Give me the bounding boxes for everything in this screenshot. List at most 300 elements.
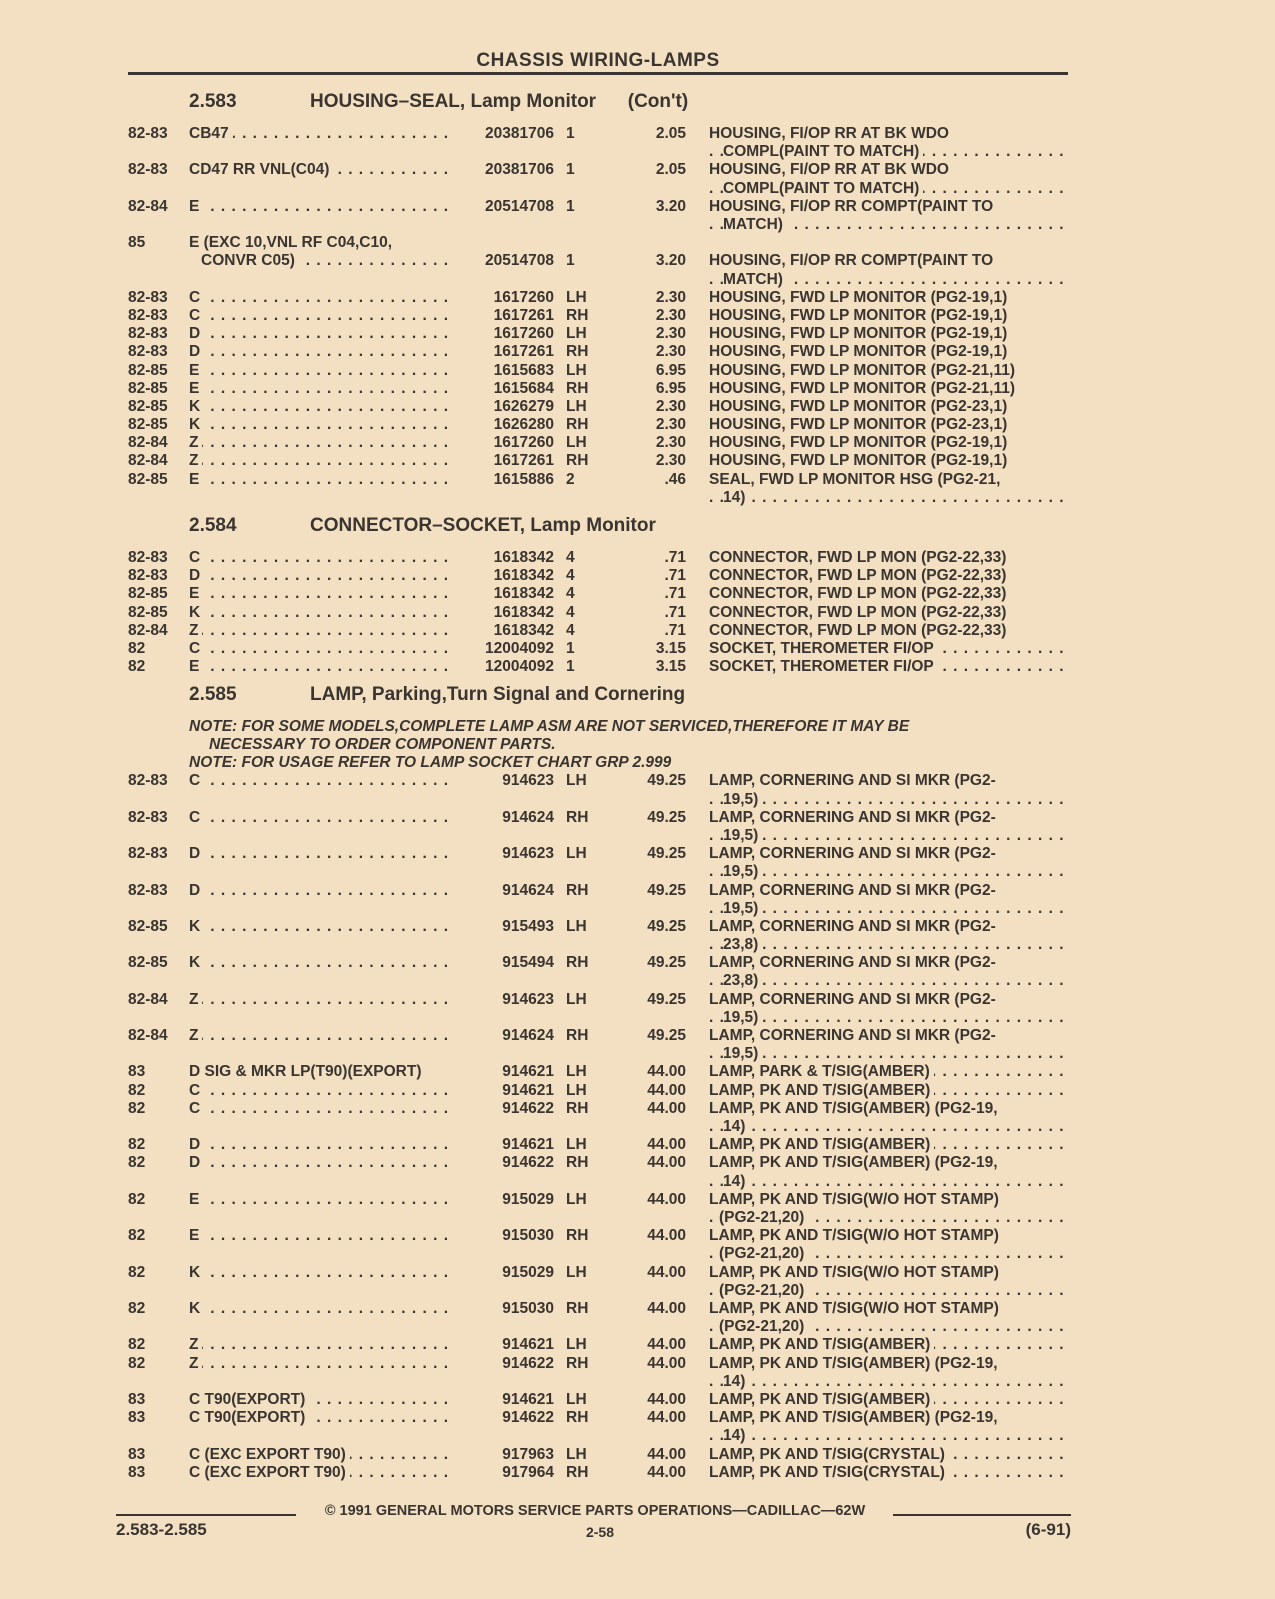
parts-row: [0, 772, 1250, 808]
parts-row: [0, 882, 1250, 918]
price: 2.30: [655, 434, 686, 452]
parts-row: [0, 918, 1250, 954]
part-number: 914623: [502, 845, 554, 863]
part-number: 1618342: [493, 585, 554, 603]
model-text: Z: [189, 1027, 202, 1044]
description-text: LAMP, CORNERING AND SI MKR (PG2-: [709, 845, 1000, 862]
parts-row: [0, 471, 1250, 507]
model-text: E: [189, 1191, 203, 1208]
year-range: 82-85: [128, 397, 168, 415]
parts-row: [0, 1264, 1250, 1300]
model-code: [189, 234, 455, 252]
year-range: 82-83: [128, 343, 168, 361]
part-number: 915030: [502, 1227, 554, 1245]
year-range: 82-83: [128, 125, 168, 142]
model-text: K: [189, 398, 204, 415]
year-range: 82: [128, 1136, 146, 1154]
description-line: [709, 1464, 1069, 1482]
description-text: CONNECTOR, FWD LP MON (PG2-22,33): [709, 604, 1010, 621]
model-text: D: [189, 567, 204, 584]
quantity: 4: [566, 621, 575, 639]
price: 3.20: [655, 197, 686, 215]
description-text: HOUSING, FI/OP RR COMPT(PAINT TO: [709, 252, 997, 269]
description-text: LAMP, CORNERING AND SI MKR (PG2-: [709, 772, 1000, 789]
section-heading: [0, 89, 1250, 125]
parts-row: [0, 1464, 1250, 1482]
description-line-continued: [709, 1173, 1069, 1191]
quantity: RH: [566, 1154, 589, 1172]
part-number: 914621: [502, 1390, 554, 1408]
parts-row: [0, 198, 1250, 234]
description: [709, 1409, 1069, 1445]
description-line: [709, 325, 1069, 343]
price: .71: [664, 621, 686, 639]
description-text: HOUSING, FI/OP RR COMPT(PAINT TO: [709, 198, 997, 215]
model-code: [189, 658, 455, 676]
parts-row: [0, 567, 1250, 585]
section-heading: [0, 682, 1250, 718]
price: 44.00: [647, 1099, 686, 1117]
description: [709, 640, 1069, 658]
price: 3.20: [655, 252, 686, 270]
year-range: 82: [128, 1190, 146, 1208]
model-text: Z: [189, 452, 202, 469]
year-range: 82-85: [128, 416, 168, 434]
description-text-continued: (PG2-21,20): [719, 1209, 808, 1226]
description-text-continued: COMPL(PAINT TO MATCH): [723, 143, 923, 160]
description-text: LAMP, PK AND T/SIG(AMBER) (PG2-19,: [709, 1154, 1002, 1171]
model-code: [189, 809, 455, 827]
year-range: 82: [128, 1099, 146, 1117]
model-text: C: [189, 289, 204, 306]
quantity: LH: [566, 1445, 587, 1463]
model-code: [189, 1446, 455, 1464]
model-code: [189, 452, 455, 470]
model-code: [189, 1464, 455, 1482]
part-number: 1615684: [493, 379, 554, 397]
description-text: LAMP, CORNERING AND SI MKR (PG2-: [709, 882, 1000, 899]
description: [709, 845, 1069, 881]
description-text: LAMP, CORNERING AND SI MKR (PG2-: [709, 991, 1000, 1008]
year-range: 83: [128, 1390, 146, 1408]
description-text: LAMP, PK AND T/SIG(AMBER) (PG2-19,: [709, 1100, 1002, 1117]
part-number: 1618342: [493, 549, 554, 567]
description-line: [709, 434, 1069, 452]
section-note: NECESSARY TO ORDER COMPONENT PARTS.: [209, 736, 556, 754]
model-code: [189, 125, 455, 143]
parts-row: [0, 1446, 1250, 1464]
parts-listing: [0, 89, 1250, 1488]
model-text: C (EXC EXPORT T90): [189, 1446, 350, 1463]
quantity: RH: [566, 1409, 589, 1427]
description-line: [709, 954, 1069, 972]
price: 44.00: [647, 1445, 686, 1463]
parts-row: [0, 398, 1250, 416]
model-code: [189, 622, 455, 640]
year-range: 82: [128, 639, 146, 657]
quantity: LH: [566, 1263, 587, 1281]
description-text-continued: MATCH): [723, 216, 787, 233]
price: 44.00: [647, 1081, 686, 1099]
price: 44.00: [647, 1463, 686, 1481]
year-range: 82: [128, 1354, 146, 1372]
year-range: 83: [128, 1409, 146, 1427]
description-line: [709, 1227, 1069, 1245]
model-code: [189, 1300, 455, 1318]
description: [709, 398, 1069, 416]
model-text: D: [189, 882, 204, 899]
description-text: CONNECTOR, FWD LP MON (PG2-22,33): [709, 567, 1010, 584]
description-text: LAMP, CORNERING AND SI MKR (PG2-: [709, 954, 1000, 971]
description-text: HOUSING, FWD LP MONITOR (PG2-23,1): [709, 398, 1011, 415]
description-text: SOCKET, THEROMETER FI/OP: [709, 658, 938, 675]
description-line-continued: [709, 1373, 1069, 1391]
price: .71: [664, 603, 686, 621]
description: [709, 198, 1069, 234]
footer-date-code: (6-91): [1025, 1520, 1071, 1539]
section-title: CONNECTOR–SOCKET, Lamp Monitor: [310, 515, 656, 537]
quantity: RH: [566, 808, 589, 826]
section-number: 2.583: [189, 91, 237, 112]
parts-row: [0, 289, 1250, 307]
part-number: 1618342: [493, 603, 554, 621]
description-line-continued: [709, 1209, 1069, 1227]
description: [709, 307, 1069, 325]
parts-row: [0, 1391, 1250, 1409]
description-text-continued: 14): [723, 1173, 749, 1190]
year-range: 82-85: [128, 470, 168, 488]
parts-row: [0, 380, 1250, 398]
model-code: [189, 772, 455, 790]
price: 3.15: [655, 639, 686, 657]
description-line: [709, 1136, 1069, 1154]
part-number: 20381706: [485, 161, 554, 179]
price: .46: [664, 470, 686, 488]
parts-row: [0, 845, 1250, 881]
year-range: 82-85: [128, 603, 168, 621]
quantity: LH: [566, 434, 587, 452]
year-range: 82-83: [128, 288, 168, 306]
description-line-continued: [709, 216, 1069, 234]
part-number: 1626280: [493, 416, 554, 434]
part-number: 1617261: [493, 452, 554, 470]
price: 49.25: [647, 881, 686, 899]
description-text: LAMP, PK AND T/SIG(CRYSTAL): [709, 1446, 949, 1463]
parts-row: [0, 161, 1250, 197]
page-title: CHASSIS WIRING-LAMPS: [476, 50, 720, 71]
part-number: 914622: [502, 1409, 554, 1427]
part-number: 914622: [502, 1154, 554, 1172]
description-text: LAMP, PARK & T/SIG(AMBER): [709, 1063, 934, 1080]
parts-row: [0, 1027, 1250, 1063]
model-text: D SIG & MKR LP(T90)(EXPORT): [189, 1063, 426, 1080]
part-number: 917964: [502, 1463, 554, 1481]
model-code: [189, 434, 455, 452]
description-line: [709, 125, 1069, 143]
year-range: 82-85: [128, 917, 168, 935]
parts-row: [0, 1063, 1250, 1081]
quantity: LH: [566, 772, 587, 790]
parts-row: [0, 1227, 1250, 1263]
model-code: [189, 1409, 455, 1427]
model-text: K: [189, 416, 204, 433]
description-line: [709, 1154, 1069, 1172]
year-range: 82-84: [128, 621, 168, 639]
model-text: C: [189, 640, 204, 657]
footer-rule-left: [116, 1514, 296, 1516]
model-text: E: [189, 362, 203, 379]
model-code: [189, 567, 455, 585]
description-text-continued: 14): [723, 1118, 749, 1135]
model-text: Z: [189, 622, 202, 639]
model-code: [189, 1063, 455, 1081]
parts-row: [0, 325, 1250, 343]
quantity: RH: [566, 1463, 589, 1481]
model-text: D: [189, 845, 204, 862]
description-line: [709, 585, 1069, 603]
description-text-continued: (PG2-21,20): [719, 1318, 808, 1335]
year-range: 82-85: [128, 954, 168, 972]
year-range: 82-84: [128, 452, 168, 470]
description: [709, 882, 1069, 918]
part-number: 20381706: [485, 125, 554, 142]
year-range: 82-83: [128, 881, 168, 899]
year-range: 82-83: [128, 772, 168, 790]
quantity: 1: [566, 161, 575, 179]
description-text: LAMP, PK AND T/SIG(W/O HOT STAMP): [709, 1191, 1003, 1208]
parts-row: [0, 1191, 1250, 1227]
description-text-continued: COMPL(PAINT TO MATCH): [723, 180, 923, 197]
description-text: LAMP, PK AND T/SIG(W/O HOT STAMP): [709, 1264, 1003, 1281]
year-range: 82: [128, 1081, 146, 1099]
description-line: [709, 1409, 1069, 1427]
description: [709, 252, 1069, 288]
model-text: K: [189, 604, 204, 621]
description: [709, 918, 1069, 954]
parts-row: [0, 658, 1250, 676]
description: [709, 622, 1069, 640]
description-text: HOUSING, FWD LP MONITOR (PG2-19,1): [709, 325, 1011, 342]
parts-row: [0, 991, 1250, 1027]
part-number: 12004092: [485, 639, 554, 657]
description-line: [709, 343, 1069, 361]
description-line: [709, 772, 1069, 790]
year-range: 82-83: [128, 306, 168, 324]
year-range: 82-84: [128, 990, 168, 1008]
model-text: E: [189, 198, 203, 215]
quantity: 1: [566, 252, 575, 270]
description-text-continued: 14): [723, 489, 749, 506]
model-code: [189, 882, 455, 900]
section-heading: [0, 513, 1250, 549]
price: 6.95: [655, 379, 686, 397]
description-text-continued: 19,5): [723, 791, 762, 808]
description-text-continued: (PG2-21,20): [719, 1245, 808, 1262]
model-text: E (EXC 10,VNL RF C04,C10,: [189, 234, 396, 251]
part-number: 914621: [502, 1081, 554, 1099]
description-text: LAMP, CORNERING AND SI MKR (PG2-: [709, 918, 1000, 935]
model-code: [189, 198, 455, 216]
model-text: C T90(EXPORT): [189, 1409, 309, 1426]
model-code: [189, 604, 455, 622]
parts-row: [0, 549, 1250, 567]
description-line: [709, 845, 1069, 863]
model-text: D: [189, 1154, 204, 1171]
description-line-continued: [709, 1282, 1069, 1300]
quantity: LH: [566, 1336, 587, 1354]
parts-row: [0, 622, 1250, 640]
quantity: 1: [566, 197, 575, 215]
price: 2.05: [655, 125, 686, 142]
description: [709, 658, 1069, 676]
model-text: E: [189, 380, 203, 397]
model-code: [189, 954, 455, 972]
section-number: 2.584: [189, 515, 237, 537]
description-text-continued: 19,5): [723, 863, 762, 880]
price: 3.15: [655, 658, 686, 676]
section-note: NOTE: FOR USAGE REFER TO LAMP SOCKET CHART GRP 2.999: [189, 754, 672, 772]
model-code: [189, 845, 455, 863]
description: [709, 1063, 1069, 1081]
section-title: LAMP, Parking,Turn Signal and Cornering: [310, 684, 686, 706]
description-line: [709, 658, 1069, 676]
parts-row: [0, 307, 1250, 325]
model-text: C: [189, 307, 204, 324]
model-text: C: [189, 1100, 204, 1117]
model-text: Z: [189, 1336, 202, 1353]
model-code: [189, 471, 455, 489]
price: 44.00: [647, 1190, 686, 1208]
part-number: 20514708: [485, 252, 554, 270]
quantity: RH: [566, 1027, 589, 1045]
description-line: [709, 991, 1069, 1009]
description: [709, 343, 1069, 361]
parts-row: [0, 434, 1250, 452]
part-number: 914622: [502, 1354, 554, 1372]
description-line: [709, 1027, 1069, 1045]
description-line-continued: [709, 1045, 1069, 1063]
part-number: 915029: [502, 1190, 554, 1208]
model-text: C: [189, 549, 204, 566]
description: [709, 125, 1069, 161]
quantity: 4: [566, 585, 575, 603]
description-line: [709, 1191, 1069, 1209]
description-line: [709, 640, 1069, 658]
description-line: [709, 604, 1069, 622]
description-text: SOCKET, THEROMETER FI/OP: [709, 640, 938, 657]
description-line: [709, 1300, 1069, 1318]
description-text-continued: (PG2-21,20): [719, 1282, 808, 1299]
description-text: CONNECTOR, FWD LP MON (PG2-22,33): [709, 585, 1010, 602]
model-code: [189, 380, 455, 398]
parts-row: [0, 1409, 1250, 1445]
parts-row: [0, 1082, 1250, 1100]
price: 2.05: [655, 161, 686, 179]
description: [709, 809, 1069, 845]
description-text-continued: 23,8): [723, 972, 762, 989]
description-line: [709, 252, 1069, 270]
description-line-continued: [709, 1318, 1069, 1336]
quantity: RH: [566, 1227, 589, 1245]
part-number: 914621: [502, 1136, 554, 1154]
description-text: LAMP, PK AND T/SIG(CRYSTAL): [709, 1464, 949, 1481]
part-number: 914624: [502, 1027, 554, 1045]
year-range: 82-83: [128, 161, 168, 179]
part-number: 1615886: [493, 470, 554, 488]
year-range: 82-84: [128, 197, 168, 215]
description: [709, 452, 1069, 470]
description-text: LAMP, PK AND T/SIG(AMBER): [709, 1336, 934, 1353]
description-text: LAMP, PK AND T/SIG(W/O HOT STAMP): [709, 1227, 1003, 1244]
description-text-continued: 23,8): [723, 936, 762, 953]
description-line: [709, 416, 1069, 434]
parts-row: [0, 954, 1250, 990]
quantity: LH: [566, 990, 587, 1008]
description-line-continued: [709, 791, 1069, 809]
description: [709, 380, 1069, 398]
year-range: 82-85: [128, 585, 168, 603]
model-text: C (EXC EXPORT T90): [189, 1464, 350, 1481]
quantity: 1: [566, 658, 575, 676]
description-text-continued: MATCH): [723, 271, 787, 288]
year-range: 82: [128, 1154, 146, 1172]
description: [709, 1100, 1069, 1136]
model-code: [189, 1191, 455, 1209]
parts-row: [0, 1136, 1250, 1154]
description: [709, 362, 1069, 380]
part-number: 20514708: [485, 197, 554, 215]
quantity: RH: [566, 1354, 589, 1372]
description: [709, 954, 1069, 990]
description: [709, 161, 1069, 197]
model-text: D: [189, 1136, 204, 1153]
description-line: [709, 161, 1069, 179]
price: 49.25: [647, 772, 686, 790]
quantity: RH: [566, 1299, 589, 1317]
footer-copyright: © 1991 GENERAL MOTORS SERVICE PARTS OPERATIONS—CADILLAC—62W: [324, 1503, 866, 1519]
quantity: LH: [566, 1136, 587, 1154]
description-text-continued: 14): [723, 1373, 749, 1390]
model-text: K: [189, 1300, 204, 1317]
price: 2.30: [655, 397, 686, 415]
description: [709, 1391, 1069, 1409]
year-range: 82-84: [128, 434, 168, 452]
description: [709, 434, 1069, 452]
year-range: 82: [128, 658, 146, 676]
description-text-continued: 19,5): [723, 827, 762, 844]
model-code: [189, 1100, 455, 1118]
quantity: LH: [566, 325, 587, 343]
part-number: 1617261: [493, 343, 554, 361]
model-code: [189, 1136, 455, 1154]
description: [709, 1027, 1069, 1063]
quantity: LH: [566, 361, 587, 379]
model-text: C: [189, 809, 204, 826]
description-text: LAMP, PK AND T/SIG(AMBER): [709, 1136, 934, 1153]
parts-row: [0, 1154, 1250, 1190]
price: .71: [664, 567, 686, 585]
description-line: [709, 452, 1069, 470]
quantity: RH: [566, 343, 589, 361]
quantity: LH: [566, 1190, 587, 1208]
section-number: 2.585: [189, 684, 237, 706]
description-line-continued: [709, 271, 1069, 289]
price: 44.00: [647, 1136, 686, 1154]
part-number: 1615683: [493, 361, 554, 379]
description-line: [709, 882, 1069, 900]
quantity: 4: [566, 603, 575, 621]
model-text: C T90(EXPORT): [189, 1391, 309, 1408]
